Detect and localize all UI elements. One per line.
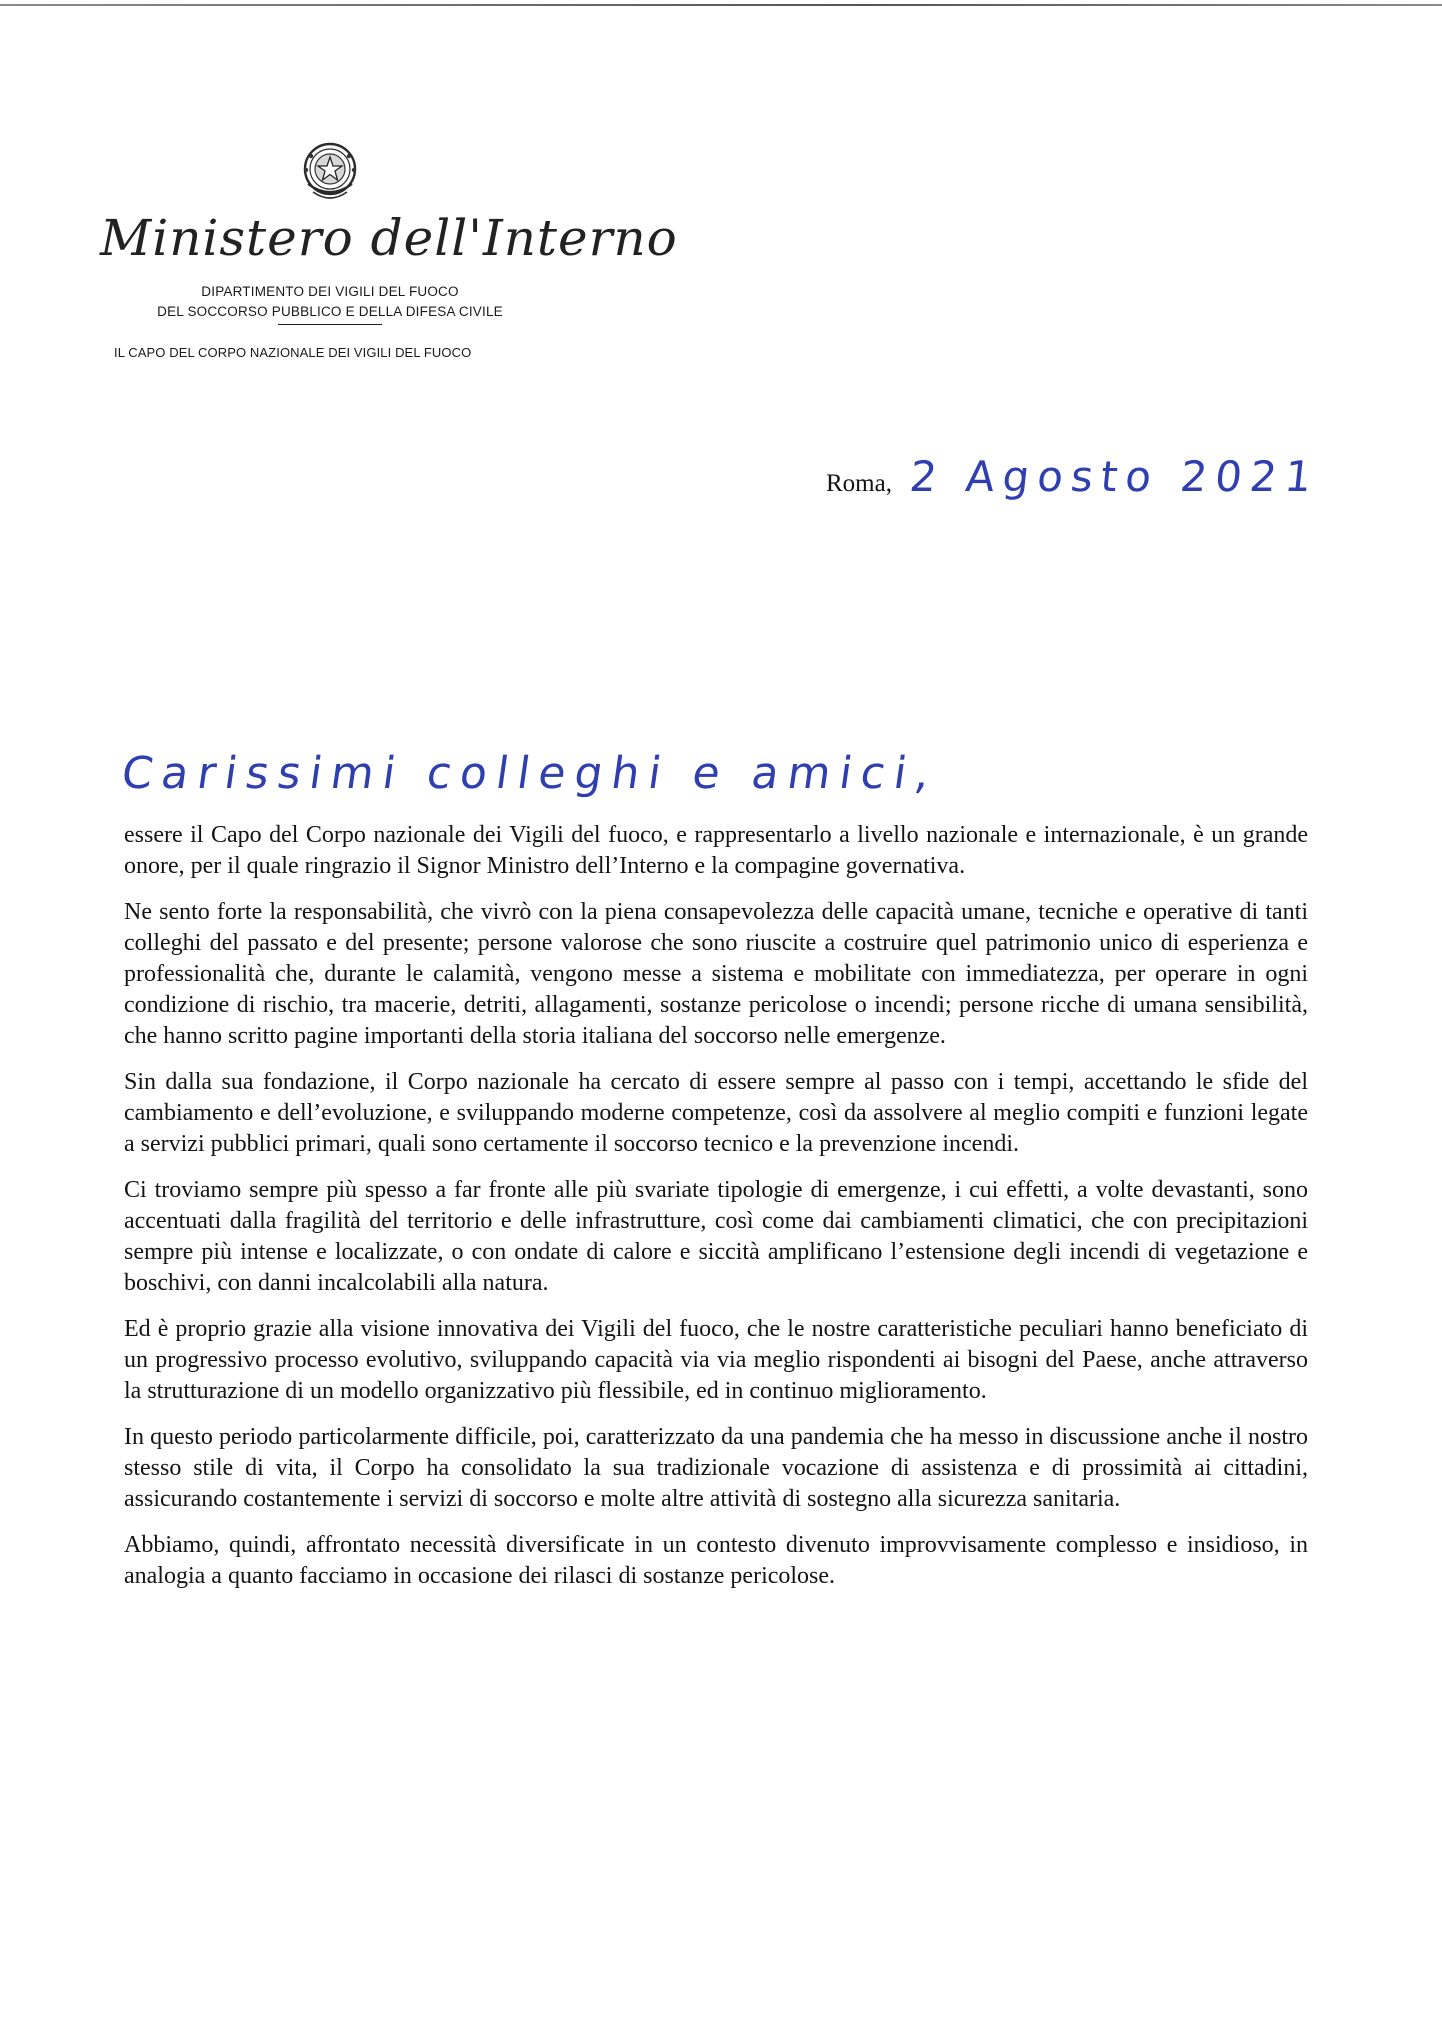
department-line-1: DIPARTIMENTO DEI VIGILI DEL FUOCO xyxy=(201,284,459,299)
paragraph: In questo periodo particolarmente difficile, poi, caratterizzato da una pandemia che ha messo in discussione anche il nostro stesso stile di vita, il Corpo ha consolidato la sua tradizionale vocazione di assistenza e di prossimità ai cittadini, assicurando costantemente i servizi di soccorso e molte altre attività di sostegno alla sicurezza sanitaria. xyxy=(124,1424,1308,1512)
place: Roma, xyxy=(826,470,892,497)
office-title: IL CAPO DEL CORPO NAZIONALE DEI VIGILI DEL FUOCO xyxy=(114,345,472,360)
department-name xyxy=(100,282,560,325)
paragraph: Ed è proprio grazie alla visione innovativa dei Vigili del fuoco, che le nostre caratteristiche peculiari hanno beneficiato di un progressivo processo evolutivo, sviluppando capacità via via meglio rispondenti ai bisogni del Paese, anche attraverso la strutturazione di un modello organizzativo più flessibile, ed in continuo miglioramento. xyxy=(124,1316,1308,1404)
ministry-title: Ministero dell'Interno xyxy=(100,209,678,267)
handwritten-date: 2 Agosto 2021 xyxy=(907,452,1322,501)
paragraph: Abbiamo, quindi, affrontato necessità diversificate in un contesto divenuto improvvisamente complesso e insidioso, in analogia a quanto facciamo in occasione dei rilasci di sostanze pericolose. xyxy=(124,1532,1308,1589)
paragraph: Ci troviamo sempre più spesso a far fronte alle più svariate tipologie di emergenze, i cui effetti, a volte devastanti, sono accentuati dalla fragilità del territorio e delle infrastrutture, così come dai cambiamenti climatici, che con precipitazioni sempre più intense e localizzate, o con ondate di calore e siccità amplificano l’estensione degli incendi di vegetazione e boschivi, con danni incalcolabili alla natura. xyxy=(124,1177,1308,1296)
paragraph: Sin dalla sua fondazione, il Corpo nazionale ha cercato di essere sempre al passo con i tempi, accettando le sfide del cambiamento e dell’evoluzione, e sviluppando moderne competenze, così da assolvere al meglio compiti e funzioni legate a servizi pubblici primari, quali sono certamente il soccorso tecnico e la prevenzione incendi. xyxy=(124,1069,1308,1157)
scan-border-line xyxy=(0,4,1442,6)
department-line-2: DEL SOCCORSO PUBBLICO E DELLA DIFESA CIVILE xyxy=(157,304,503,319)
paragraph: essere il Capo del Corpo nazionale dei Vigili del fuoco, e rappresentarlo a livello nazionale e internazionale, è un grande onore, per il quale ringrazio il Signor Ministro dell’Interno e la compagine governativa. xyxy=(124,822,1308,879)
handwritten-salutation: Carissimi colleghi e amici, xyxy=(118,748,942,799)
letter-body xyxy=(124,820,1308,1607)
letterhead xyxy=(100,140,678,325)
dateline xyxy=(826,452,1322,501)
italian-republic-emblem-icon xyxy=(299,140,361,206)
paragraph: Ne sento forte la responsabilità, che vivrò con la piena consapevolezza delle capacità umane, tecniche e operative di tanti colleghi del passato e del presente; persone valorose che sono riuscite a costruire quel patrimonio unico di esperienza e professionalità che, durante le calamità, vengono messe a sistema e mobilitate con immediatezza, per operare in ogni condizione di rischio, tra macerie, detriti, allagamenti, sostanze pericolose o incendi; persone ricche di umana sensibilità, che hanno scritto pagine importanti della storia italiana del soccorso nelle emergenze. xyxy=(124,899,1308,1049)
header-divider xyxy=(278,324,382,325)
